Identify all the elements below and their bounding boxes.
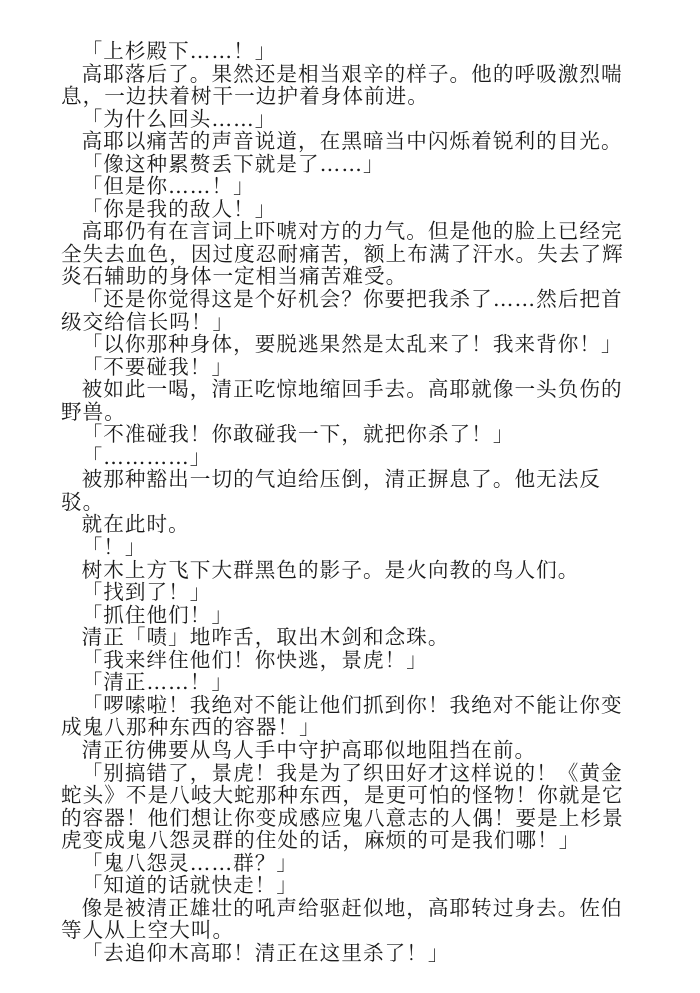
paragraph: 就在此时。 <box>81 512 190 537</box>
paragraph: 「以你那种身体，要脱逃果然是太乱来了！我来背你！」 <box>81 332 623 357</box>
paragraph: 「找到了！」 <box>81 580 212 605</box>
paragraph: 树木上方飞下大群黑色的影子。是火向教的鸟人们。 <box>81 557 580 582</box>
paragraph: 「清正……！」 <box>81 670 234 695</box>
paragraph: 「啰嗦啦！我绝对不能让他们抓到你！我绝对不能让你变成鬼八那种东西的容器！」 <box>61 692 623 740</box>
paragraph: 清正「啧」地咋舌，取出木剑和念珠。 <box>81 625 450 650</box>
paragraph: 「还是你觉得这是个好机会？你要把我杀了……然后把首级交给信长吗！」 <box>61 287 623 334</box>
paragraph: 「…………」 <box>81 444 212 469</box>
paragraph: 像是被清正雄壮的吼声给驱赶似地，高耶转过身去。佐伯等人从上空大叫。 <box>61 895 623 943</box>
paragraph: 「！」 <box>81 535 147 560</box>
paragraph: 「我来绊住他们！你快逃，景虎！」 <box>81 647 428 672</box>
paragraph: 「为什么回头……」 <box>81 106 277 131</box>
paragraph: 高耶落后了。果然还是相当艰辛的样子。他的呼吸激烈喘息，一边扶着树干一边护着身体前进。 <box>61 61 623 109</box>
paragraph: 「但是你……！」 <box>81 174 255 199</box>
paragraph: 高耶以痛苦的声音说道，在黑暗当中闪烁着锐利的目光。 <box>81 129 623 154</box>
novel-page <box>61 40 629 964</box>
paragraph: 「别搞错了，景虎！我是为了织田好才这样说的！《黄金蛇头》不是八岐大蛇那种东西，是更可怕的怪物！你就是它的容器！他们想让你变成感应鬼八意志的人偶！要是上杉景虎变成鬼八怨灵群的住处的话，麻烦的可是我们哪！」 <box>61 760 624 853</box>
paragraph: 「不准碰我！你敢碰我一下，就把你杀了！」 <box>81 422 515 447</box>
paragraph: 被如此一喝，清正吃惊地缩回手去。高耶就像一头负伤的野兽。 <box>61 377 623 424</box>
paragraph: 被那种豁出一切的气迫给压倒，清正摒息了。他无法反驳。 <box>61 467 602 514</box>
paragraph: 「你是我的敌人！」 <box>81 196 277 221</box>
paragraph: 「知道的话就快走！」 <box>81 873 299 898</box>
paragraph: 「抓住他们！」 <box>81 602 234 627</box>
paragraph: 「上杉殿下……！」 <box>81 39 277 63</box>
paragraph: 「像这种累赘丢下就是了……」 <box>81 151 385 176</box>
paragraph: 「去追仰木高耶！清正在这里杀了！」 <box>81 940 450 965</box>
paragraph: 「鬼八怨灵……群？」 <box>81 850 299 875</box>
paragraph: 高耶仍有在言词上吓唬对方的力气。但是他的脸上已经完全失去血色，因过度忍耐痛苦，额上布满了汗水。失去了辉炎石辅助的身体一定相当痛苦难受。 <box>61 219 624 289</box>
paragraph: 「不要碰我！」 <box>81 354 234 379</box>
paragraph: 清正彷佛要从鸟人手中守护高耶似地阻挡在前。 <box>81 737 537 762</box>
